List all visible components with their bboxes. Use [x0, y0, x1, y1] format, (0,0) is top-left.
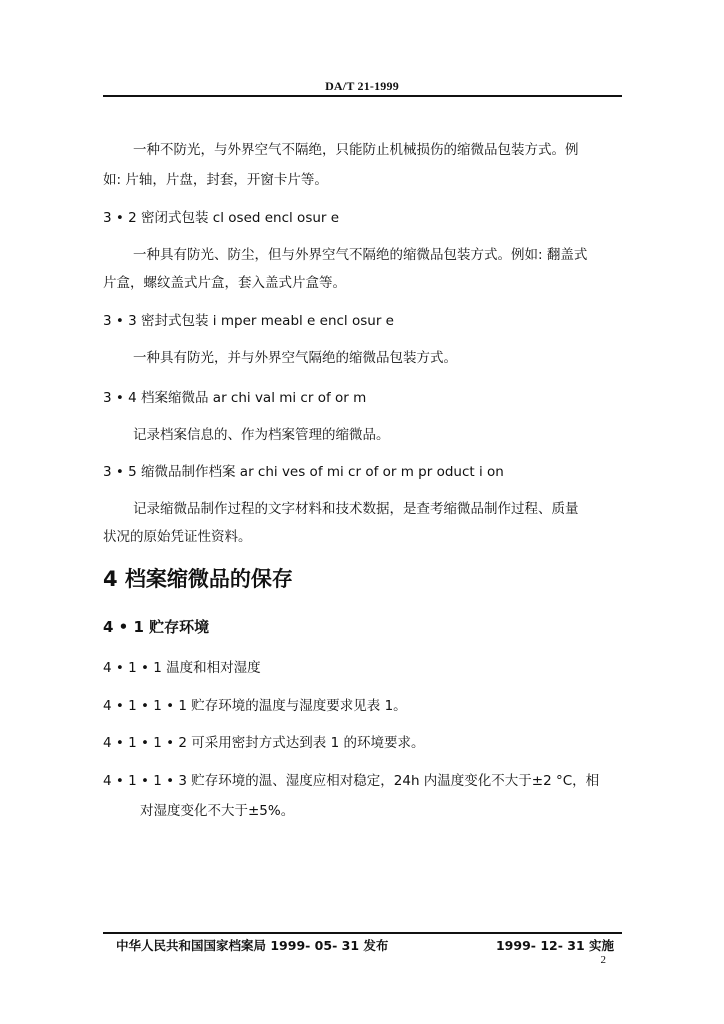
paragraph-3-4: 记录档案信息的、作为档案管理的缩微品。: [133, 427, 390, 443]
header-rule: [103, 95, 622, 97]
section-4-1-heading: 4 • 1 贮存环境: [103, 618, 210, 636]
footer-rule: [103, 932, 622, 934]
paragraph-3-5-line-1: 记录缩微品制作过程的文字材料和技术数据，是查考缩微品制作过程、质量: [133, 501, 579, 517]
page-number: 2: [600, 954, 606, 966]
section-3-5-title: 3 • 5 缩微品制作档案 ar chi ves of mi cr of or m pr oduct i on: [103, 464, 504, 480]
paragraph-3-3: 一种具有防光，并与外界空气隔绝的缩微品包装方式。: [133, 350, 457, 366]
section-4-1-1-title: 4 • 1 • 1 温度和相对湿度: [103, 660, 261, 676]
implementation-date: 1999- 12- 31 实施: [495, 938, 614, 953]
paragraph-3-2-line-2: 片盒，螺纹盖式片盒，套入盖式片盒等。: [103, 275, 346, 291]
section-3-4-title: 3 • 4 档案缩微品 ar chi val mi cr of or m: [103, 390, 367, 406]
paragraph-3-5-line-2: 状况的原始凭证性资料。: [103, 529, 252, 545]
standard-code: DA/T 21-1999: [325, 79, 399, 93]
clause-4-1-1-1: 4 • 1 • 1 • 1 贮存环境的温度与湿度要求见表 1。: [103, 698, 407, 714]
paragraph-3-1-line-2: 如: 片轴，片盘，封套，开窗卡片等。: [103, 172, 328, 188]
issue-date: 中华人民共和国国家档案局 1999- 05- 31 发布: [116, 938, 389, 953]
clause-4-1-1-3-line-1: 4 • 1 • 1 • 3 贮存环境的温、湿度应相对稳定，24h 内温度变化不大于±2 °C，相: [103, 773, 600, 789]
clause-4-1-1-2: 4 • 1 • 1 • 2 可采用密封方式达到表 1 的环境要求。: [103, 735, 425, 751]
chapter-4-heading: 4 档案缩微品的保存: [103, 567, 293, 591]
clause-4-1-1-3-line-2: 对湿度变化不大于±5%。: [140, 803, 295, 819]
paragraph-3-2-line-1: 一种具有防光、防尘，但与外界空气不隔绝的缩微品包装方式。例如: 翻盖式: [133, 247, 588, 263]
section-3-3-title: 3 • 3 密封式包装 i mper meabl e encl osur e: [103, 313, 394, 329]
paragraph-3-1-line-1: 一种不防光，与外界空气不隔绝，只能防止机械损伤的缩微品包装方式。例: [133, 142, 579, 158]
section-3-2-title: 3 • 2 密闭式包装 cl osed encl osur e: [103, 210, 340, 226]
